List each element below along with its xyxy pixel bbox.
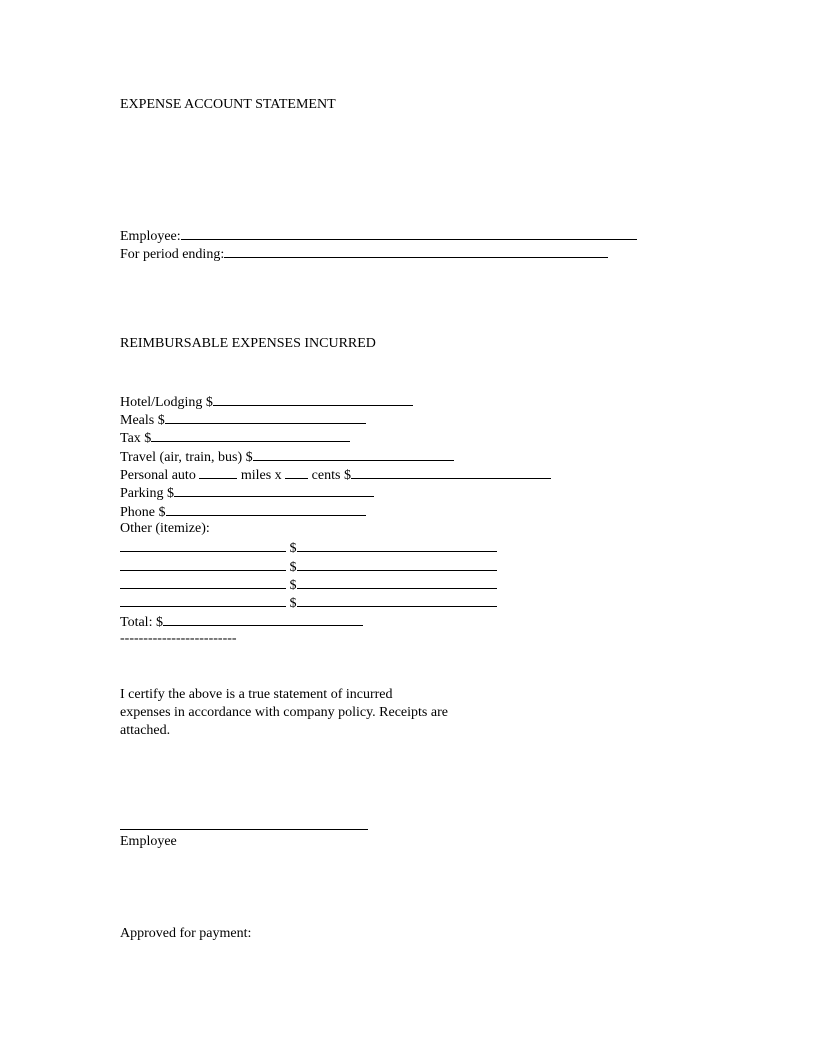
other-item-description-blank[interactable] [120, 538, 286, 552]
meals-blank[interactable] [165, 410, 366, 424]
other-item-dollar: $ [289, 596, 297, 611]
other-item-dollar: $ [289, 578, 297, 593]
certification-line-2: expenses in accordance with company policy. Receipts are [120, 705, 448, 720]
period-ending-blank[interactable] [224, 244, 608, 258]
total-label: Total: $ [120, 615, 163, 630]
travel-row [120, 447, 454, 465]
tax-blank[interactable] [151, 428, 350, 442]
other-item-dollar: $ [289, 541, 297, 556]
certification-line-1: I certify the above is a true statement of incurred [120, 687, 393, 702]
parking-label: Parking $ [120, 486, 175, 501]
period-field-row [120, 244, 608, 262]
cents-per-mile-blank[interactable] [285, 465, 308, 479]
hotel-label: Hotel/Lodging $ [120, 395, 213, 410]
other-item-description-blank[interactable] [120, 557, 286, 571]
other-item-amount-blank[interactable] [297, 575, 497, 589]
other-item-row [120, 557, 497, 575]
other-item-row [120, 575, 497, 593]
other-item-row [120, 538, 497, 556]
employee-label: Employee: [120, 229, 181, 244]
approval-label: Approved for payment: [120, 926, 252, 941]
other-item-description-blank[interactable] [120, 575, 286, 589]
other-item-dollar: $ [289, 560, 297, 575]
other-label: Other (itemize): [120, 521, 210, 536]
phone-blank[interactable] [166, 502, 366, 516]
hotel-blank[interactable] [213, 392, 413, 406]
other-item-amount-blank[interactable] [297, 593, 497, 607]
tax-row [120, 428, 350, 446]
total-blank[interactable] [163, 612, 363, 626]
travel-blank[interactable] [253, 447, 454, 461]
parking-row [120, 483, 374, 501]
travel-label: Travel (air, train, bus) $ [120, 450, 253, 465]
employee-blank[interactable] [181, 226, 637, 240]
personal-auto-row [120, 465, 551, 483]
phone-row [120, 502, 366, 520]
other-item-amount-blank[interactable] [297, 538, 497, 552]
meals-label: Meals $ [120, 413, 165, 428]
separator-dashes: ------------------------- [120, 631, 237, 646]
employee-signature-label: Employee [120, 834, 177, 849]
other-item-description-blank[interactable] [120, 593, 286, 607]
parking-blank[interactable] [174, 483, 374, 497]
personal-auto-amount-blank[interactable] [351, 465, 551, 479]
personal-auto-label: Personal auto [120, 468, 196, 483]
other-item-amount-blank[interactable] [297, 557, 497, 571]
tax-label: Tax $ [120, 431, 152, 446]
cents-label: cents $ [311, 468, 351, 483]
certification-line-3: attached. [120, 723, 171, 738]
document-title: EXPENSE ACCOUNT STATEMENT [120, 97, 336, 112]
phone-label: Phone $ [120, 505, 166, 520]
meals-row [120, 410, 366, 428]
other-item-row [120, 593, 497, 611]
period-ending-label: For period ending: [120, 247, 225, 262]
miles-blank[interactable] [199, 465, 237, 479]
employee-signature-line[interactable] [120, 829, 368, 830]
total-row [120, 612, 363, 630]
miles-label: miles x [240, 468, 282, 483]
hotel-row [120, 392, 413, 410]
section-title: REIMBURSABLE EXPENSES INCURRED [120, 336, 376, 351]
employee-field-row [120, 226, 637, 244]
